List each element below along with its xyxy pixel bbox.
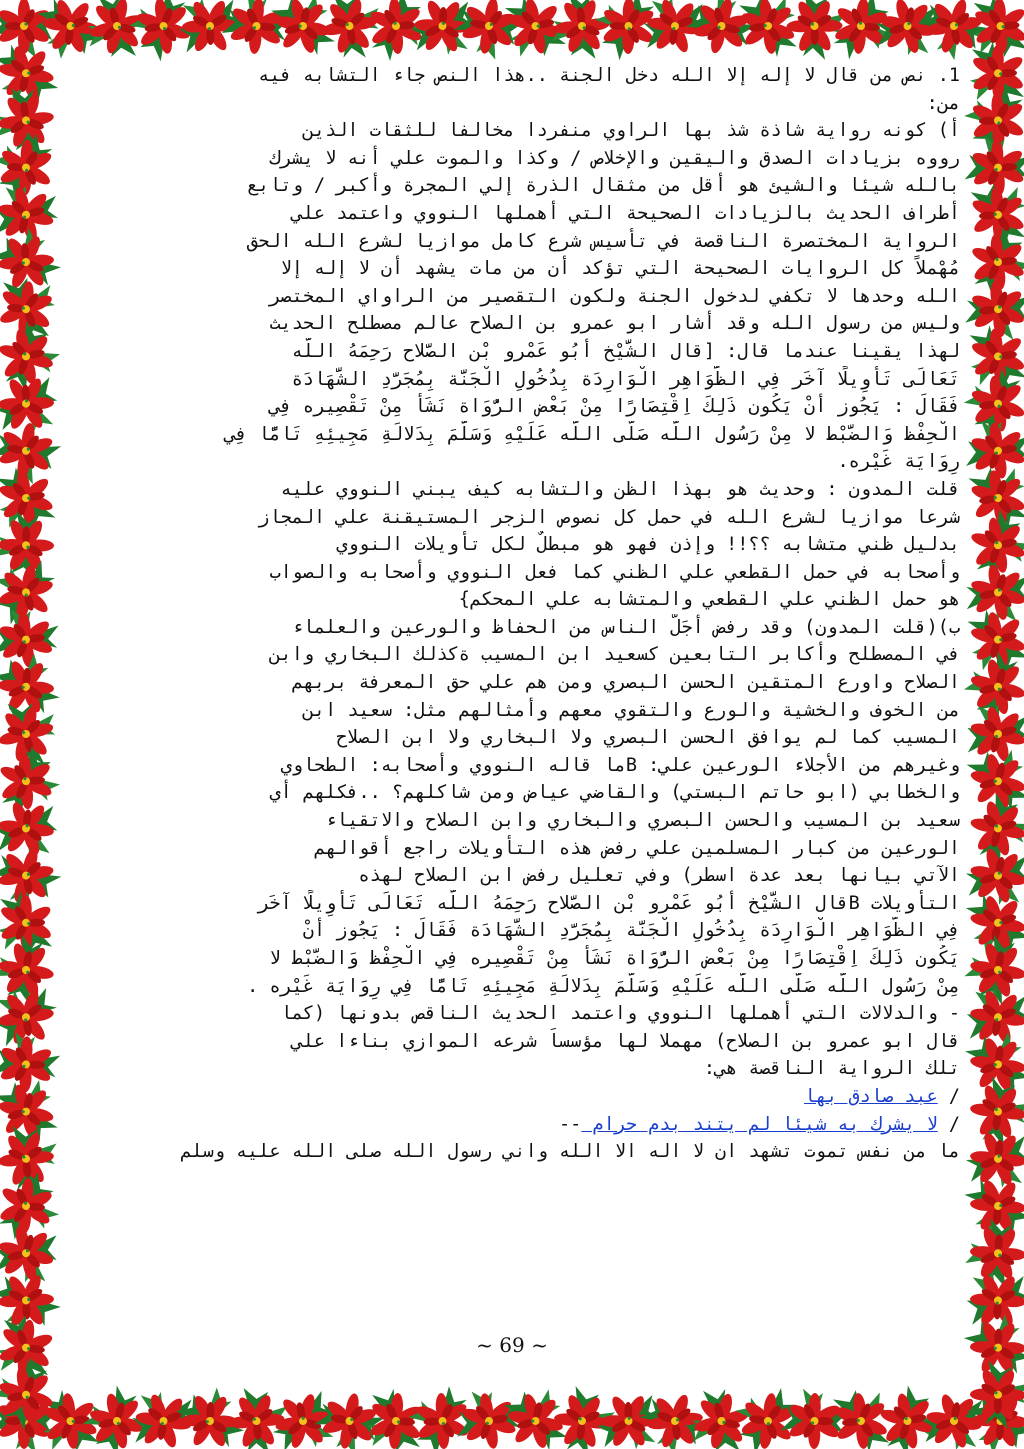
- text-line: سعيد بن المسيب والحسن البصري والبخاري وابن الصلاح والاتقياء: [325, 810, 960, 832]
- text-line: وليس من رسول الله وقد أشار ابو عمرو بن الصلاح عالم مصطلح الحديث: [269, 313, 960, 335]
- text-line: التأويلات Bقال الشَّيْخ أَبُو عَمْرو بْن الصَّلاح رَحِمَهُ اللَّه تَعَالَى تَأْوِيلًا آخَر: [258, 892, 960, 914]
- text-line: رِوَايَة غَيْره.: [837, 451, 960, 473]
- text-line: أ) كونه رواية شاذة شذ بها الراوي منفردا مخالفا للثقات الذين: [302, 120, 960, 142]
- text-line: الرواية المختصرة الناقصة في تأسيس شرع كامل موازيا لشرع الله الحق: [247, 230, 960, 252]
- link-line-2: / لا يشرك به شيئا لم يتند بدم حرام --: [559, 1113, 960, 1135]
- link-la-yushrik[interactable]: لا يشرك به شيئا لم يتند بدم حرام: [581, 1113, 938, 1135]
- text-line: من:: [926, 92, 960, 114]
- text-line: 1. نص من قال لا إله إلا الله دخل الجنة ..هذا النص جاء التشابه فيه: [258, 65, 960, 86]
- text-line: الله وحدها لا تكفي لدخول الجنة ولكون التقصير من الراواي المختصر: [269, 285, 960, 307]
- link-line-1: / عبد صادق بها: [804, 1085, 960, 1107]
- text-line: الْحِفْظ وَالضَّبْط لا مِنْ رَسُول اللَّه صَلَّى اللَّه عَلَيْهِ وَسَلَّمَ بِدَلالَةِ مَجِيئِهِ تَامًّا فِي: [224, 423, 960, 445]
- text-line: المسيب كما لم يوافق الحسن البصري ولا البخاري ولا ابن الصلاح: [336, 727, 960, 749]
- text-line: شرعا موازيا لشرع الله في حمل كل نصوص الزجر المستيقنة علي المجاز: [258, 506, 960, 528]
- text-line: قلت المدون : وحديث هو بهذا الظن والتشابه كيف يبني النووي عليه: [280, 478, 960, 500]
- poinsettia-flower-icon: [226, 1384, 292, 1449]
- text-line: فِي الظَّوَاهِر الْوَارِدَة بِدُخُولِ الْجَنَّة بِمُجَرَّدِ الشَّهَادَة فَقَالَ : يَجُوز أَنْ: [302, 920, 960, 942]
- text-line: بالله شيئا والشيئ هو أقل من مثقال الذرة إلي المجرة وأكبر / وتابع: [247, 175, 960, 197]
- text-line: من الخوف والخشية والورع والتقوي معهم وأمثالهم مثل: سعيد ابن: [302, 699, 960, 721]
- text-line: وغيرهم من الأجلاء الورعين علي: Bما قاله النووي وأصحابه: الطحاوي: [280, 754, 960, 776]
- text-line: قال ابو عمرو بن الصلاح) مهملا لها مؤسساً شرعه الموازي بناءا علي: [291, 1030, 960, 1052]
- poinsettia-flower-icon: [964, 1217, 1024, 1289]
- poinsettia-flower-icon: [0, 418, 64, 488]
- text-line: الصلاح واورع المتقين الحسن البصري ومن هم علي حق المعرفة بربهم: [291, 672, 960, 694]
- text-line: والخطابي (ابو حاتم البستي) والقاضي عياض ومن شاكلهم؟ ..فكلهم أي: [269, 782, 960, 804]
- text-line: لهذا يقينا عندما قال: [قال الشَّيْخ أَبُو عَمْرو بْن الصَّلاح رَحِمَهُ اللَّه: [291, 340, 960, 362]
- text-line: في المصطلح وأكابر التابعين كسعيد ابن المسيب ةكذلك البخاري وابن: [269, 644, 960, 666]
- text-line: تلك الرواية الناقصة هي:: [703, 1058, 960, 1080]
- text-line: بدليل ظني متشابه ؟؟!! وإذن فهو هو مبطلٌ لكل تأويلات النووي: [336, 534, 960, 556]
- text-line: وأصحابه في حمل القطعي علي الظني كما فعل النووي وأصحابه والصواب: [269, 561, 960, 583]
- text-line: هو حمل الظني علي القطعي والمتشابه علي المحكم}: [458, 589, 960, 611]
- poinsettia-flower-icon: [316, 0, 388, 65]
- text-line: أطراف الحديث بالزيادات الصحيحة التي أهملها النووي واعتمد علي: [291, 202, 960, 224]
- text-line: تَعَالَى تَأْوِيلًا آخَر فِي الظَّوَاهِر الْوَارِدَة بِدُخُولِ الْجَنَّة بِمُجَرَّدِ الشَّهَادَة: [291, 368, 960, 390]
- poinsettia-flower-icon: [0, 0, 58, 58]
- text-line: - والدلالات التي أهملها النووي واعتمد الحديث الناقص بدونها (كما: [280, 1003, 960, 1025]
- text-line: مِنْ رَسُول اللَّه صَلَّى اللَّه عَلَيْهِ وَسَلَّمَ بِدَلالَةِ مَجِيئِهِ تَامًّا فِي رِوَايَة غَيْره .: [247, 975, 960, 997]
- text-line: مُهْملاً كل الروايات الصحيحة التي تؤكد أن من مات يشهد أن لا إله إلا: [280, 258, 960, 280]
- text-line: ب)(قلت المدون) وقد رفض أجَلّ الناس من الحفاظ والورعين والعلماء: [291, 616, 960, 638]
- text-line: الآتي بيانها بعد عدة اسطر) وفي تعليل رفض ابن الصلاح لهذه: [358, 865, 960, 887]
- text-line: فَقَالَ : يَجُوز أَنْ يَكُون ذَلِكَ اِقْتِصَارًا مِنْ بَعْض الرُّوَاة نَشَأَ مِنْ تَقْصِيره فِي: [269, 396, 960, 418]
- link-abd-sadiq[interactable]: عبد صادق بها: [804, 1085, 938, 1107]
- page-number: ~ 69 ~: [476, 1333, 548, 1357]
- last-line: ما من نفس تموت تشهد ان لا اله الا الله واني رسول الله صلى الله عليه وسلم: [180, 1141, 960, 1163]
- document-body: [64, 62, 960, 1374]
- text-lines: [64, 62, 960, 1083]
- poinsettia-flower-icon: [786, 0, 847, 60]
- poinsettia-flower-icon: [780, 1388, 849, 1449]
- text-line: رووه بزيادات الصدق واليقين والإخلاص / وكذا والموت علي أنه لا يشرك: [269, 147, 960, 169]
- text-line: يَكُون ذَلِكَ اِقْتِصَارًا مِنْ بَعْض الرُّوَاة نَشَأَ مِنْ تَقْصِيره فِي الْحِفْظ وَالضَّبْط لا: [269, 948, 960, 969]
- text-line: الورعين من كبار المسلمين علي رفض هذه التأويلات راجع أقوالهم: [313, 837, 960, 859]
